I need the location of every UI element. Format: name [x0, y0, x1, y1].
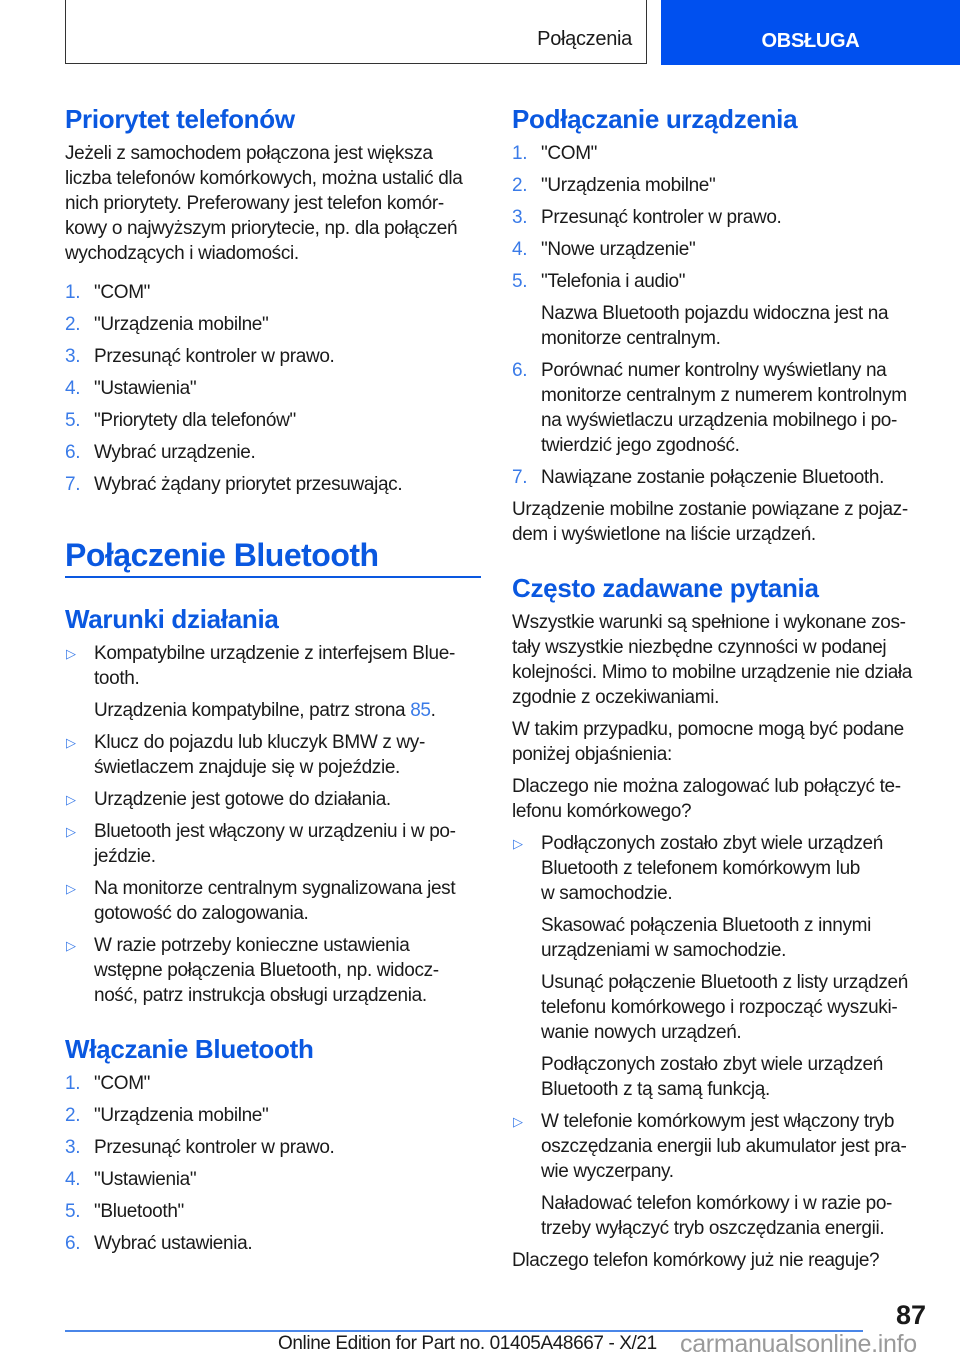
bullet-text: Klucz do pojazdu lub kluczyk BMW z wy- świetlaczem znajduje się w pojeździe.	[94, 732, 425, 778]
list-item	[512, 269, 930, 294]
bullet-item	[65, 641, 483, 691]
heading-wlaczanie: Włączanie Bluetooth	[65, 1034, 314, 1064]
bullet-text: Na monitorze centralnym sygnalizowana jest gotowość do zalogowania.	[94, 878, 456, 924]
bullet-text: W razie potrzeby konieczne ustawienia wstępne połączenia Bluetooth, np. widocz- ność, patrz instrukcja obsługi urządzenia.	[94, 935, 439, 1006]
list-item	[65, 1071, 483, 1096]
list-item	[512, 205, 930, 230]
section-wlaczanie	[65, 1034, 483, 1256]
list-item	[65, 472, 483, 497]
heading-podlaczanie: Podłączanie urządzenia	[512, 104, 798, 134]
step-number: 1.	[65, 282, 81, 303]
list-item	[65, 1135, 483, 1160]
priorytet-intro: Jeżeli z samochodem połączona jest większa liczba telefonów komórkowych, można ustalić dla nich priorytety. Preferowany jest telefon komór- kowy o najwyższym priorytecie, np. dla połączeń wychodzących i wiadomości.	[65, 143, 463, 264]
header-section-box	[65, 0, 647, 64]
step-number: 6.	[65, 442, 81, 463]
section-warunki	[65, 604, 483, 1008]
podlaczanie-steps	[512, 141, 930, 490]
bullet-note: Skasować połączenia Bluetooth z innymi urządzeniami w samochodzie.	[541, 915, 871, 961]
triangle-bullet-icon: ▷	[66, 735, 76, 750]
list-item	[65, 1231, 483, 1256]
triangle-bullet-icon: ▷	[66, 824, 76, 839]
step-number: 4.	[65, 378, 81, 399]
watermark: carmanualsonline.info	[680, 1330, 917, 1358]
step-text: Przesunąć kontroler w prawo.	[94, 346, 335, 367]
step-text: "Urządzenia mobilne"	[541, 175, 716, 196]
step-number: 1.	[65, 1073, 81, 1094]
triangle-bullet-icon: ▷	[513, 1114, 523, 1129]
bullet-text: Bluetooth jest włączony w urządzeniu i w po- jeździe.	[94, 821, 456, 867]
step-number: 3.	[65, 346, 81, 367]
bullet-text: Podłączonych zostało zbyt wiele urządzeń Bluetooth z telefonem komórkowym lub w samochodzie.	[541, 833, 883, 904]
triangle-bullet-icon: ▷	[66, 646, 76, 661]
list-item	[65, 312, 483, 337]
step-number: 7.	[65, 474, 81, 495]
heading-bluetooth: Połączenie Bluetooth	[65, 537, 379, 573]
faq-para: W takim przypadku, pomocne mogą być podane poniżej objaśnienia:	[512, 719, 904, 765]
step-text: "COM"	[94, 282, 151, 303]
step-number: 7.	[512, 467, 528, 488]
faq-para: Wszystkie warunki są spełnione i wykonane zos- tały wszystkie niezbędne czynności w podanej kolejności. Mimo to mobilne urządzenie nie działa zgodnie z oczekiwaniami.	[512, 612, 913, 708]
list-item	[65, 1199, 483, 1224]
step-text: Przesunąć kontroler w prawo.	[541, 207, 782, 228]
step-text: Wybrać urządzenie.	[94, 442, 256, 463]
step-number: 5.	[65, 410, 81, 431]
bullet-note: Usunąć połączenie Bluetooth z listy urządzeń telefonu komórkowego i rozpocząć wyszuki- wanie nowych urządzeń.	[541, 972, 908, 1043]
step-number: 6.	[65, 1233, 81, 1254]
section-bluetooth	[65, 536, 483, 574]
step-text: "COM"	[541, 143, 598, 164]
triangle-bullet-icon: ▷	[513, 836, 523, 851]
faq-question: Dlaczego telefon komórkowy już nie reaguje?	[512, 1250, 880, 1271]
step-number: 4.	[65, 1169, 81, 1190]
list-item	[65, 344, 483, 369]
header-chapter-label: OBSŁUGA	[761, 30, 860, 52]
heading-priorytet: Priorytet telefonów	[65, 104, 295, 134]
faq-bullets	[512, 831, 930, 1241]
priorytet-steps	[65, 280, 483, 497]
triangle-bullet-icon: ▷	[66, 881, 76, 896]
step-number: 2.	[65, 314, 81, 335]
faq-question: Dlaczego nie można zalogować lub połączyć te- lefonu komórkowego?	[512, 776, 901, 822]
bullet-note: Naładować telefon komórkowy i w razie po- trzeby wyłączyć tryb oszczędzania energii.	[541, 1193, 893, 1239]
step-number: 2.	[65, 1105, 81, 1126]
step-number: 1.	[512, 143, 528, 164]
header-chapter-tab	[661, 0, 960, 65]
warunki-bullets	[65, 641, 483, 1008]
list-item	[65, 376, 483, 401]
step-text: "Urządzenia mobilne"	[94, 1105, 269, 1126]
list-item	[65, 1103, 483, 1128]
step-text: "COM"	[94, 1073, 151, 1094]
bullet-text: W telefonie komórkowym jest włączony tryb oszczędzania energii lub akumulator jest pra- wie wyczerpany.	[541, 1111, 907, 1182]
list-item	[512, 465, 930, 490]
triangle-bullet-icon: ▷	[66, 938, 76, 953]
heading-underline	[65, 576, 481, 578]
list-item	[65, 408, 483, 433]
bullet-item	[65, 819, 483, 869]
compat-text: Urządzenia kompatybilne, patrz strona	[94, 700, 411, 721]
header-section-title: Połączenia	[537, 28, 632, 50]
step-number: 2.	[512, 175, 528, 196]
list-item	[512, 237, 930, 262]
step-number: 3.	[65, 1137, 81, 1158]
step-text: "Nowe urządzenie"	[541, 239, 696, 260]
heading-warunki: Warunki działania	[65, 604, 279, 634]
footer-edition: Online Edition for Part no. 01405A48667 - X/21	[278, 1333, 657, 1354]
section-faq	[512, 573, 930, 1273]
step-text: Wybrać żądany priorytet przesuwając.	[94, 474, 403, 495]
bullet-item	[65, 730, 483, 780]
list-item	[512, 141, 930, 166]
bullet-item	[65, 876, 483, 926]
step-number: 3.	[512, 207, 528, 228]
bullet-item	[512, 831, 930, 906]
step-number: 4.	[512, 239, 528, 260]
list-item	[512, 173, 930, 198]
page-link[interactable]: 85	[410, 700, 431, 721]
heading-faq: Często zadawane pytania	[512, 573, 819, 603]
step-number: 5.	[512, 271, 528, 292]
step-text: "Ustawienia"	[94, 378, 197, 399]
bullet-text: Kompatybilne urządzenie z interfejsem Blue- tooth.	[94, 643, 455, 689]
step-text: "Ustawienia"	[94, 1169, 197, 1190]
bullet-item	[65, 787, 483, 812]
step-number: 6.	[512, 360, 528, 381]
step-text: "Bluetooth"	[94, 1201, 184, 1222]
step-text: Nawiązane zostanie połączenie Bluetooth.	[541, 467, 885, 488]
section-podlaczanie	[512, 104, 930, 547]
page-number: 87	[896, 1300, 927, 1330]
bullet-note: Podłączonych zostało zbyt wiele urządzeń Bluetooth z tą samą funkcją.	[541, 1054, 883, 1100]
step-text: Przesunąć kontroler w prawo.	[94, 1137, 335, 1158]
list-item	[65, 1167, 483, 1192]
compat-note	[65, 698, 483, 723]
triangle-bullet-icon: ▷	[66, 792, 76, 807]
bullet-item	[512, 1109, 930, 1184]
wlaczanie-steps	[65, 1071, 483, 1256]
bullet-text: Urządzenie jest gotowe do działania.	[94, 789, 391, 810]
list-item	[512, 358, 930, 458]
step-text: "Urządzenia mobilne"	[94, 314, 269, 335]
step-text: Wybrać ustawienia.	[94, 1233, 253, 1254]
section-priorytet	[65, 104, 483, 497]
step-text: "Priorytety dla telefonów"	[94, 410, 296, 431]
compat-end: .	[430, 700, 436, 721]
step-number: 5.	[65, 1201, 81, 1222]
step-text: Porównać numer kontrolny wyświetlany na monitorze centralnym z numerem kontrolnym na wyświetlaczu urządzenia mobilnego i po- twierdzić jego zgodność.	[541, 360, 907, 456]
list-item	[65, 440, 483, 465]
bullet-item	[65, 933, 483, 1008]
step-note: Nazwa Bluetooth pojazdu widoczna jest na monitorze centralnym.	[541, 303, 889, 349]
podlaczanie-outro: Urządzenie mobilne zostanie powiązane z pojaz- dem i wyświetlone na liście urządzeń.	[512, 499, 908, 545]
step-text: "Telefonia i audio"	[541, 271, 686, 292]
list-item	[65, 280, 483, 305]
